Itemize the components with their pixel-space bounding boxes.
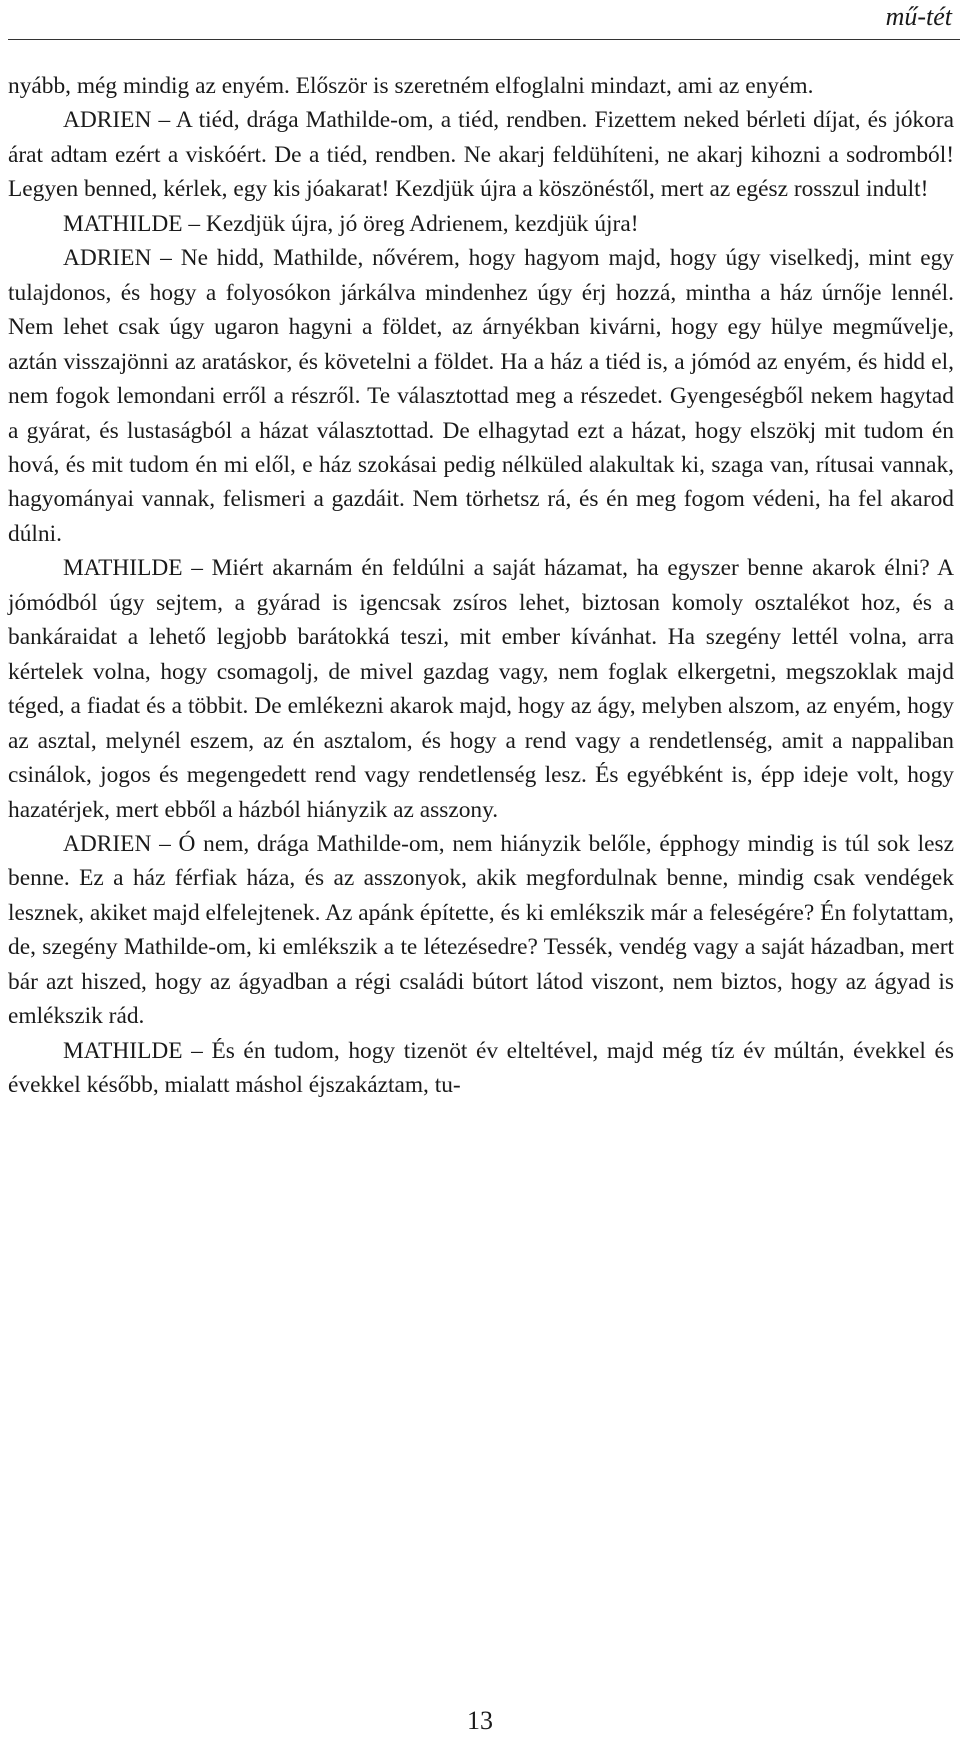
paragraph-adrien-3: ADRIEN – Ó nem, drága Mathilde-om, nem hiányzik belőle, épphogy mindig is túl sok lesz benne. Ez a ház férfiak háza, és az asszonyok, akik megfordulnak benne, mindig csak vendégek lesznek, akiket majd elfelejtenek. Az apánk építette, és ki emlékszik már a feleségére? Én folytattam, de, szegény Mathilde-om, ki emlékszik a te létezésedre? Tessék, vendég vagy a saját házadban, mert bár azt hiszed, hogy az ágyadban a régi családi bútort látod viszont, nem biztos, hogy az ágyad is emlékszik rád.	[8, 830, 954, 1030]
paragraph-mathilde-1: MATHILDE – Kezdjük újra, jó öreg Adrienem, kezdjük újra!	[63, 210, 639, 237]
page-number: 13	[467, 1706, 493, 1735]
paragraph-mathilde-3: MATHILDE – És én tudom, hogy tizenöt év elteltével, majd még tíz év múltán, évekkel és évekkel később, mialatt máshol éjszakáztam, tu-	[8, 1037, 954, 1099]
paragraph-mathilde-2: MATHILDE – Miért akarnám én feldúlni a saját házamat, ha egyszer benne akarok élni? A jómódból úgy sejtem, a gyárad is igencsak zsíros lehet, biztosan komoly osztalékot hoz, és a bankáraidat a lehető legjobb barátokká teszi, mit ember kívánhat. Ha szegény lettél volna, arra kértelek volna, hogy csomagolj, de mivel gazdag vagy, nem foglak elkergetni, megszoklak majd téged, a fiadat és a többit. De emlékezni akarok majd, hogy az ágy, melyben alszom, az enyém, hogy az asztal, melynél eszem, az én asztalom, és hogy a rend vagy a rendetlenség, amit a nappaliban csinálok, jogos és megengedett rend vagy rendetlenség lesz. És egyébként is, épp ideje volt, hogy hazatérjek, mert ebből a házból hiányzik az asszony.	[8, 555, 954, 823]
page-body	[8, 69, 954, 1103]
running-title: mű-tét	[885, 2, 952, 31]
paragraph-continuation: nyább, még mindig az enyém. Először is szeretném elfoglalni mindazt, ami az enyém.	[8, 73, 814, 99]
header-rule	[8, 39, 960, 40]
paragraph-adrien-2: ADRIEN – Ne hidd, Mathilde, nővérem, hogy hagyom majd, hogy úgy viselkedj, mint egy tulajdonos, és hogy a folyosókon járkálva mindenhez úgy érj hozzá, mintha a ház úrnője lennél. Nem lehet csak úgy ugaron hagyni a földet, az árnyékban kivárni, hogy egy hülye megművelje, aztán visszajönni az aratáskor, és követelni a földet. Ha a ház a tiéd is, a jómód az enyém, és hidd el, nem fogok lemondani erről a részről. Te választottad meg a részedet. Gyengeségből nekem hagytad a gyárat, és lustaságból a házat választottad. De elhagytad ezt a házat, hogy elszökj mit tudom én hová, és mit tudom én mi elől, e ház szokásai pedig nélküled alakultak ki, szaga van, rítusai vannak, hagyományai vannak, felismeri a gazdáit. Nem törhetsz rá, és én meg fogom védeni, ha fel akarod dúlni.	[8, 245, 954, 547]
paragraph-adrien-1: ADRIEN – A tiéd, drága Mathilde-om, a tiéd, rendben. Fizettem neked bérleti díjat, és jókora árat adtam ezért a viskóért. De a tiéd, rendben. Ne akarj feldühíteni, ne akarj kihozni a sodromból! Legyen benned, kérlek, egy kis jóakarat! Kezdjük újra a köszönéstől, mert az egész rosszul indult!	[8, 107, 954, 203]
